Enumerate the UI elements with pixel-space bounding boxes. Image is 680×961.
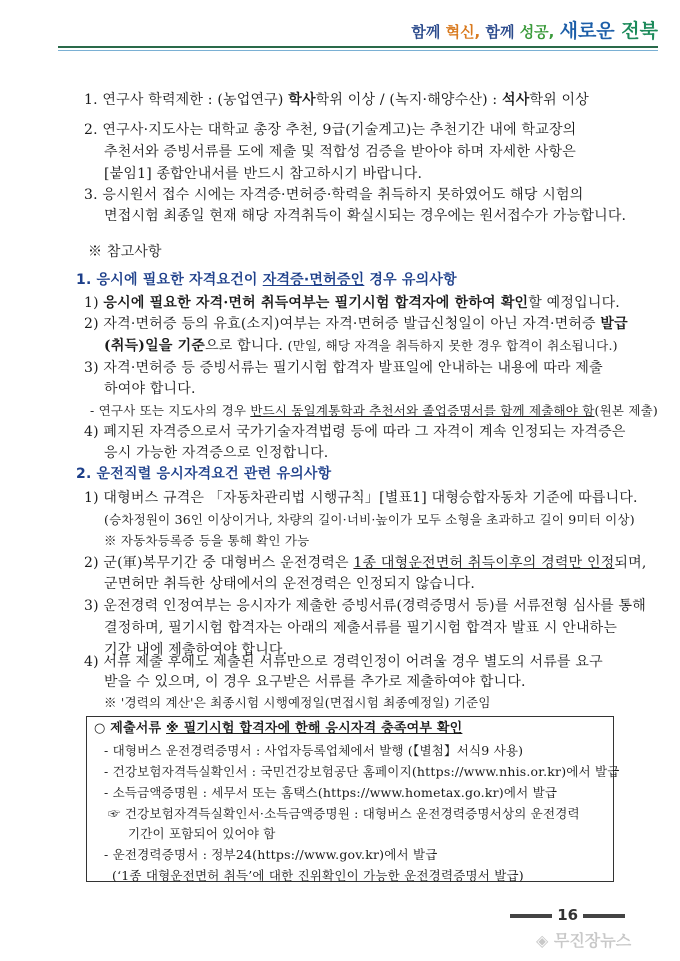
s2-item-4-line-2: 받을 수 있으며, 이 경우 요구받은 서류를 추가로 제출하여야 합니다. (104, 674, 526, 690)
item-text: 되며, (614, 555, 647, 571)
section-2-title: 2. 운전직렬 응시자격요건 관련 유의사항 (76, 466, 332, 482)
item-bold: (취득)일을 기준 (104, 338, 206, 354)
box-row-4-line-2: 기간이 포함되어 있어야 함 (128, 826, 276, 841)
watermark (536, 928, 631, 951)
section-1-title (76, 271, 457, 289)
header-rule (58, 46, 658, 48)
box-row-3: - 소득금액증명원 : 세무서 또는 홈택스(https://www.hometax.go.kr)에서 발급 (104, 785, 558, 800)
item-bold: 학사 (288, 92, 316, 108)
item-2-line-2: 추천서와 증빙서류를 도에 제출 및 적합성 검증을 받아야 하며 자세한 사항은 (104, 144, 576, 160)
box-title-text: ○ 제출서류 (94, 721, 167, 736)
s1-item-4-line-1: 4) 폐지된 자격증으로서 국가기술자격법령 등에 따라 그 자격이 계속 인정되는 자격증은 (84, 424, 626, 440)
slogan-part: 혁신, (445, 23, 486, 41)
box-row-5: - 운전경력증명서 : 정부24(https://www.gov.kr)에서 발급 (104, 847, 438, 862)
s2-item-1-line-3: ※ 자동차등록증 등을 통해 확인 가능 (104, 533, 310, 548)
s1-item-3-line-2: 하여야 합니다. (104, 381, 196, 397)
item-bold: 발급 (600, 316, 628, 332)
s2-item-4-line-1: 4) 서류 제출 후에도 제출된 서류만으로 경력인정이 어려울 경우 별도의 서류를 요구 (84, 654, 603, 670)
s1-item-2-line-2 (104, 337, 618, 355)
s2-item-1-line-1: 1) 대형버스 규격은 「자동차관리법 시행규칙」[별표1] 대형승합자동차 기준에 따릅니다. (84, 490, 638, 506)
watermark-text: 무진장뉴스 (553, 931, 632, 950)
item-text: 1. 연구사 학력제한 : (농업연구) (84, 92, 289, 108)
title-text: 경우 유의사항 (364, 272, 457, 288)
item-text: 학위 이상 / (녹지·해양수산) : (315, 92, 502, 108)
slogan-part: 성공, (519, 23, 560, 41)
item-bold: 응시에 필요한 자격·면허 취득여부는 필기시험 합격자에 한하여 확인 (103, 295, 529, 311)
page-number-bar-right (583, 914, 625, 918)
box-title (94, 720, 462, 738)
s2-item-2-line-1 (84, 554, 647, 572)
item-text: 1) (84, 295, 104, 311)
title-underlined: 자격증·면허증인 (262, 272, 365, 288)
slogan-part: 새로운 (559, 20, 622, 42)
header-slogan (411, 16, 658, 43)
watermark-icon: ◈ (536, 931, 549, 950)
box-row-2: - 건강보험자격득실확인서 : 국민건강보험공단 홈페이지(https://www.nhis.or.kr)에서 발급 (104, 764, 620, 779)
s1-dash-note (90, 402, 658, 420)
s2-item-3-line-1: 3) 운전경력 인정여부는 응시자가 제출한 증빙서류(경력증명서 등)를 서류전형 심사를 통해 (84, 598, 647, 614)
item-underlined: 반드시 동일계통학과 추천서와 졸업증명서를 함께 제출해야 함 (250, 403, 595, 418)
s2-item-3-line-2: 결정하며, 필기시험 합격자는 아래의 제출서류를 필기시험 합격자 발표 시 안내하는 (104, 620, 618, 636)
slogan-part: 전북 (621, 20, 658, 42)
item-text: - 연구사 또는 지도사의 경우 (90, 403, 251, 418)
slogan-part: 함께 (411, 23, 446, 41)
s2-item-2-line-2: 군면허만 취득한 상태에서의 운전경력은 인정되지 않습니다. (104, 576, 475, 592)
item-text: 2) 군(軍)복무기간 중 대형버스 운전경력은 (84, 555, 354, 571)
item-2-line-1: 2. 연구사·지도사는 대학교 총장 추천, 9급(기술계고)는 추천기간 내에 학교장의 (84, 122, 577, 138)
item-text: 학위 이상 (529, 92, 589, 108)
s1-item-3-line-1: 3) 자격·면허증 등 증빙서류는 필기시험 합격자 발표일에 안내하는 내용에 따라 제출 (84, 360, 603, 376)
page-number (510, 906, 625, 924)
item-1 (84, 91, 589, 109)
header-rule-thin (58, 50, 658, 51)
item-3-line-1: 3. 응시원서 접수 시에는 자격증·면허증·학력을 취득하지 못하였어도 해당 시험의 (84, 187, 584, 203)
box-row-6: (‘1종 대형운전면허 취득’에 대한 진위확인이 가능한 운전경력증명서 발급) (112, 868, 524, 883)
page-number-bar-left (510, 914, 552, 918)
item-2-line-3: [붙임1] 종합안내서를 반드시 참고하시기 바랍니다. (104, 166, 423, 182)
s2-item-3-line-3: 기간 내에 제출하여야 합니다. (104, 642, 288, 658)
slogan-part: 함께 (485, 23, 520, 41)
item-text: 으로 합니다. (205, 338, 288, 354)
item-text: 할 예정입니다. (528, 295, 620, 311)
s1-item-4-line-2: 응시 가능한 자격증으로 인정합니다. (104, 445, 329, 461)
s2-item-1-line-2: (승차정원이 36인 이상이거나, 차량의 길이·너비·높이가 모두 소형을 초과하고 길이 9미터 이상) (104, 512, 635, 527)
page-number-text: 16 (557, 906, 579, 924)
item-text: (원본 제출) (594, 403, 658, 418)
item-text: 2) 자격·면허증 등의 유효(소지)여부는 자격·면허증 발급신청일이 아닌 자격·면허증 (84, 316, 601, 332)
box-title-underlined: ※ 필기시험 합격자에 한해 응시자격 충족여부 확인 (166, 721, 463, 736)
item-text-small: (만일, 해당 자격을 취득하지 못한 경우 합격이 취소됩니다.) (287, 338, 618, 353)
s2-item-4-line-3: ※ '경력의 계산'은 최종시험 시행예정일(면접시험 최종예정일) 기준임 (104, 695, 491, 710)
notes-heading: ※ 참고사항 (88, 244, 162, 260)
box-row-4-line-1: ☞ 건강보험자격득실확인서·소득금액증명원 : 대형버스 운전경력증명서상의 운전경력 (108, 806, 580, 821)
title-text: 1. 응시에 필요한 자격요건이 (76, 272, 263, 288)
box-row-1: - 대형버스 운전경력증명서 : 사업자등록업체에서 발행 (【별첨】서식9 사용) (104, 743, 524, 758)
s1-item-1 (84, 294, 620, 312)
item-underlined: 1종 대형운전면허 취득이후의 경력만 인정 (353, 555, 615, 571)
s1-item-2-line-1 (84, 315, 628, 333)
item-bold: 석사 (501, 92, 530, 108)
item-3-line-2: 면접시험 최종일 현재 해당 자격취득이 확실시되는 경우에는 원서접수가 가능합니다. (104, 208, 627, 224)
